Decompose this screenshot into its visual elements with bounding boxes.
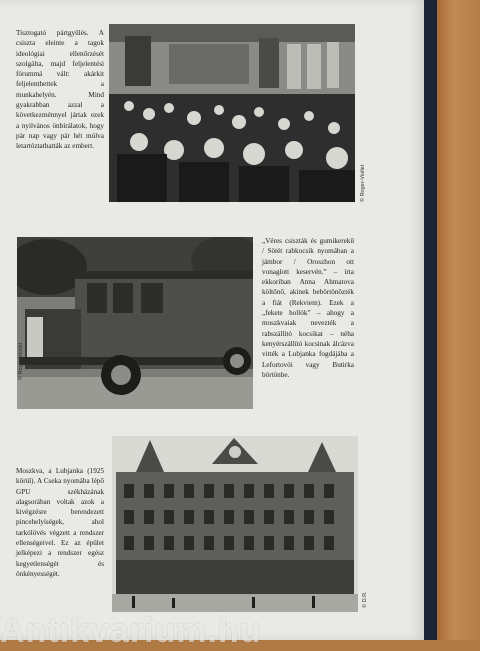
photo-credit-top: © Roger-Viollet <box>360 164 366 202</box>
photo-party-meeting <box>109 24 355 202</box>
photo-credit-middle: © Roger-Viollet <box>18 342 24 380</box>
wooden-background <box>437 0 480 640</box>
watermark: Antikvarium.hu <box>0 612 262 650</box>
photo-prison-van <box>17 237 253 409</box>
caption-prison-vans: „Véres csiszták és gumikerekű / Sötét rabkocsik nyomában a jámbor / Oroszhon ott vonaglott keservén.” – írta ekkoriban Anna Ahmatova költőnő, akinek bebörtönözték a fiát (Rekviem). Ezek a „fekete hollók” – ahogy a moszkvaiak nevezték a rabszállító kocsikat – néha kenyérszállító kocsinak álcázva vitték a Lubjanka fogdájába a Lefortovói vagy Butirka börtönbe. <box>262 237 354 379</box>
caption-party-meeting: Tisztogató pártgyűlés. A csiszta eleinte a tagok ideológiai ellenőrzését szolgálta, majd feljelentési fórummá vált: akárkit feljelenthettek a munkahelyén. Mind gyakrabban azzal a következménnyel jártak ezek a nyilvános önbírálatok, hogy pár nap vagy pár hét múlva letartóztathatták az embert. <box>16 29 104 151</box>
caption-lubyanka: Moszkva, a Lubjanka (1925 körül). A Cseka nyomába lépő GPU székházának alagsorában voltak azok a kivégzésre berendezett pincehelyiségek, ahol tarkólövés végzett a rendszer ellenségeivel. Ez az épület jelképezi a rendszer egész kegyetlenségét és önkényességét. <box>16 467 104 578</box>
photo-lubyanka <box>112 436 358 612</box>
photo-credit-bottom: © D.R. <box>362 591 368 608</box>
book-spine <box>424 0 437 640</box>
